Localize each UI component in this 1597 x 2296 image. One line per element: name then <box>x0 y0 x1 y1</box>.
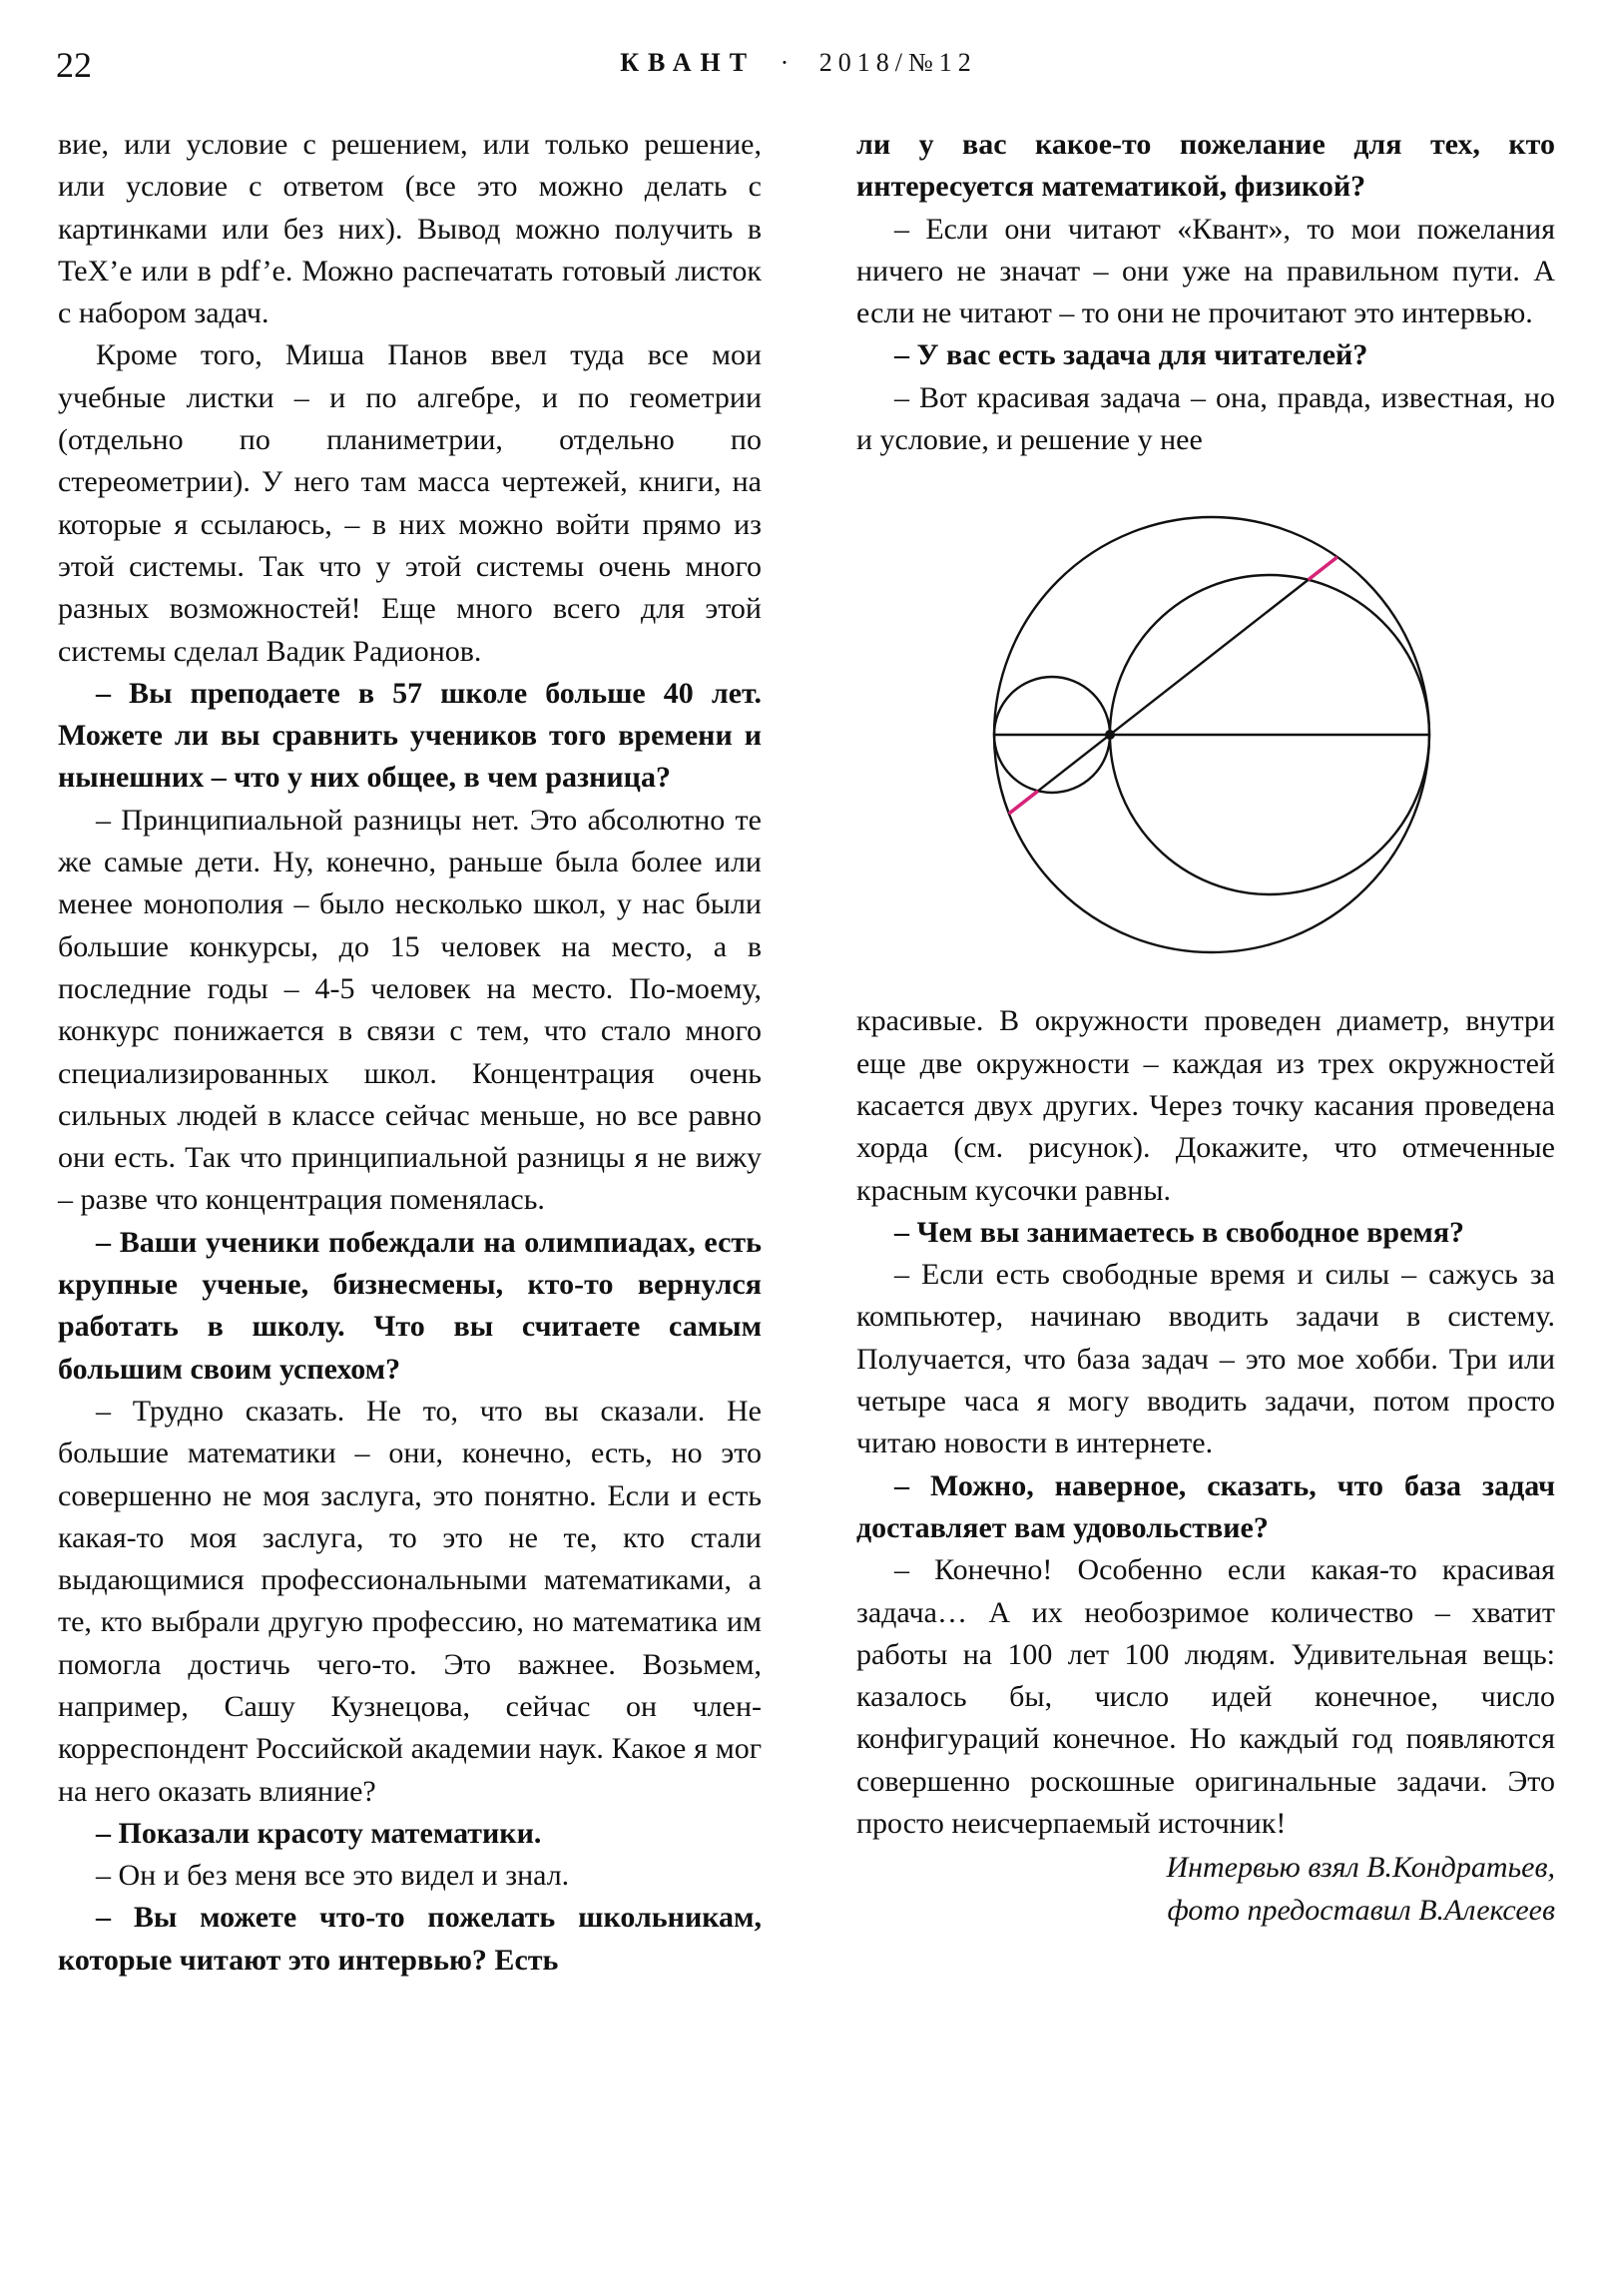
interview-answer: – Вот красивая задача – она, правда, известная, но и условие, и решение у нее <box>856 380 1555 457</box>
interview-answer: – Конечно! Особенно если какая-то красивая задача… А их необозримое количество – хватит работы на 100 лет 100 людям. Удивительная вещь: казалось бы, число идей конечное, число конфигураций конечное. Но каждый год появляются совершенно роскошные оригинальные задачи. Это просто неисчерпаемый источник! <box>856 1553 1555 1841</box>
running-head <box>56 48 1541 78</box>
photo-credit: фото предоставил В.Алексеев <box>1167 1893 1555 1927</box>
interview-question: – У вас есть задача для читателей? <box>894 338 1368 372</box>
magazine-title: КВАНТ <box>620 48 757 77</box>
highlighted-segment-lower <box>1009 792 1038 815</box>
paragraph: Кроме того, Миша Панов ввел туда все мои учебные листки – и по алгебре, и по геометрии (отдельно по планиметрии, отдельно по стереометрии). У него там масса чертежей, книги, на которые я ссылаюсь, – в них можно войти прямо из этой системы. Так что у этой системы очень много разных возможностей! Еще много всего для этой системы сделал Вадик Радионов. <box>58 338 762 668</box>
right-column <box>856 124 1555 1932</box>
interview-question: – Показали красоту математики. <box>96 1816 542 1850</box>
geometry-figure <box>856 475 1555 994</box>
interview-question: – Чем вы занимаетесь в свободное время? <box>894 1215 1465 1249</box>
page-number: 22 <box>56 45 92 85</box>
interview-question: – Вы преподаете в 57 школе больше 40 лет. Можете ли вы сравнить учеников того времени и нынешних – что у них общее, в чем разница? <box>58 676 762 795</box>
highlighted-segment-upper <box>1309 557 1337 580</box>
interview-question-continued: ли у вас какое-то пожелание для тех, кто интересуется математикой, физикой? <box>856 128 1555 204</box>
credits <box>856 1847 1555 1932</box>
interviewer-credit: Интервью взял В.Кондратьев, <box>1166 1851 1555 1885</box>
paragraph: вие, или условие с решением, или только решение, или условие с ответом (все это можно делать с картинками или без них). Вывод можно получить в TeX’е или в pdf’е. Можно распечатать готовый листок с набором задач. <box>58 128 762 330</box>
left-column <box>58 124 762 1982</box>
interview-question: – Ваши ученики побеждали на олимпиадах, есть крупные ученые, бизнесмены, кто-то вернулся работать в школу. Что вы считаете самым большим своим успехом? <box>58 1225 762 1386</box>
interview-question: – Можно, наверное, сказать, что база задач доставляет вам удовольствие? <box>856 1468 1555 1544</box>
interview-answer: – Принципиальной разницы нет. Это абсолютно те же самые дети. Ну, конечно, раньше была более или менее монополия – было несколько школ, у нас были большие конкурсы, до 15 человек на место, а в последние годы – 4-5 человек на место. По-моему, конкурс понижается в связи с тем, что стало много специализированных школ. Концентрация очень сильных людей в классе сейчас меньше, но все равно они есть. Так что принципиальной разницы я не вижу – разве что концентрация поменялась. <box>58 803 762 1217</box>
tangency-point <box>1105 730 1115 740</box>
issue-number: 2018/№12 <box>818 48 977 77</box>
interview-answer: – Если есть свободные время и силы – сажусь за компьютер, начинаю вводить задачи в систему. Получается, что база задач – это мое хобби. Три или четыре часа я могу вводить задачи, потом просто читаю новости в интернете. <box>856 1258 1555 1460</box>
page-header <box>56 44 1541 84</box>
chord-line <box>1038 580 1309 792</box>
figure-svg <box>856 475 1555 994</box>
interview-question: – Вы можете что-то пожелать школьникам, которые читают это интервью? Есть <box>58 1901 762 1977</box>
interview-answer: – Если они читают «Квант», то мои пожелания ничего не значат – они уже на правильном пути. А если не читают – то они не прочитают это интервью. <box>856 212 1555 330</box>
header-separator: · <box>780 48 796 77</box>
interview-answer: – Он и без меня все это видел и знал. <box>96 1859 570 1893</box>
interview-answer: – Трудно сказать. Не то, что вы сказали. Не большие математики – они, конечно, есть, но это совершенно не моя заслуга, это понятно. Если и есть какая-то моя заслуга, то это не те, кто стали выдающимися профессиональными математиками, а те, кто выбрали другую профессию, но математика им помогла достичь чего-то. Это важнее. Возьмем, например, Сашу Кузнецова, сейчас он член-корреспондент Российской академии наук. Какое я мог на него оказать влияние? <box>58 1394 762 1808</box>
problem-statement: красивые. В окружности проведен диаметр, внутри еще две окружности – каждая из трех окружностей касается двух других. Через точку касания проведена хорда (см. рисунок). Докажите, что отмеченные красным кусочки равны. <box>856 1004 1555 1207</box>
